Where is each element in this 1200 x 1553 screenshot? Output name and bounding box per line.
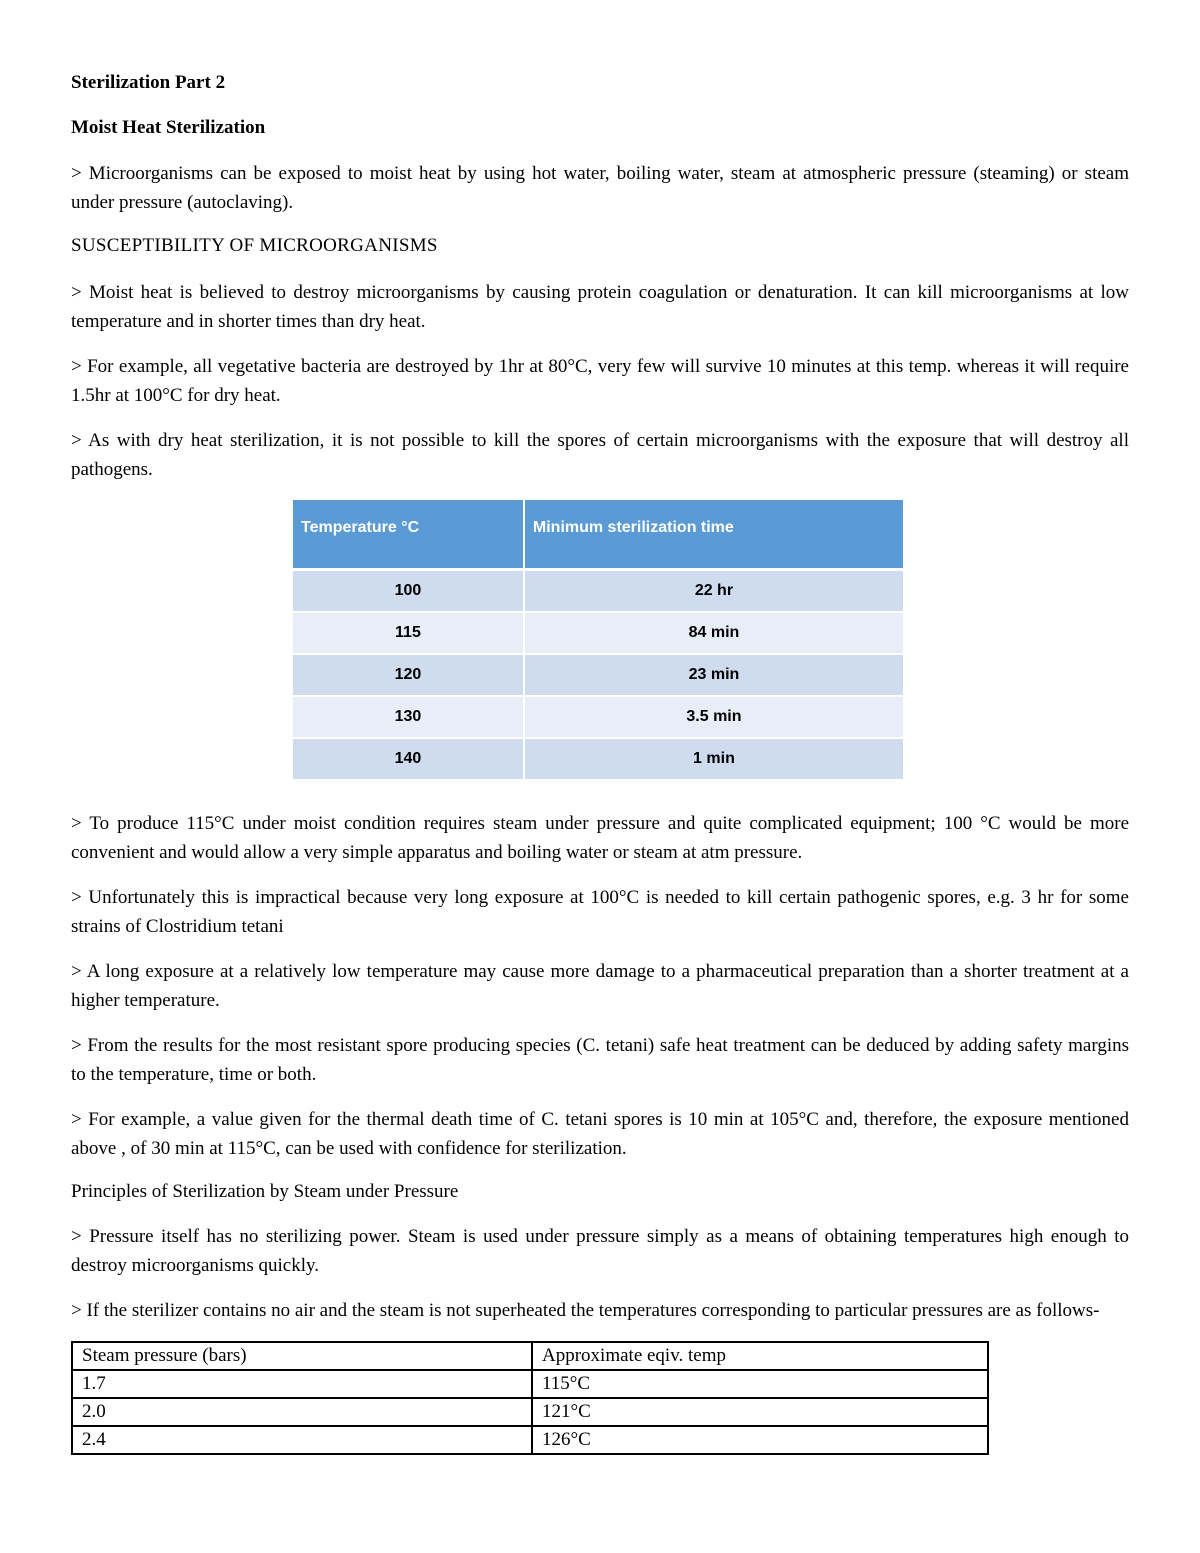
column-header-pressure: Steam pressure (bars) (72, 1342, 532, 1370)
steam-pressure-table (71, 1341, 989, 1455)
table-cell: 1 min (525, 739, 903, 781)
section-title: Moist Heat Sterilization (71, 117, 266, 138)
paragraph: > A long exposure at a relatively low temperature may cause more damage to a pharmaceutical preparation than a shorter treatment at a higher temperature. (71, 961, 1129, 1011)
table-header-row (293, 500, 903, 571)
paragraph: > Microorganisms can be exposed to moist heat by using hot water, boiling water, steam at atmospheric pressure (steaming) or steam under pressure (autoclaving). (71, 163, 1129, 213)
table-row (72, 1398, 988, 1426)
table-cell: 1.7 (72, 1370, 532, 1398)
paragraph: > As with dry heat sterilization, it is not possible to kill the spores of certain microorganisms with the exposure that will destroy all pathogens. (71, 430, 1129, 480)
column-header-min-time: Minimum sterilization time (525, 500, 903, 571)
table-cell: 3.5 min (525, 697, 903, 739)
paragraph: > From the results for the most resistant spore producing species (C. tetani) safe heat treatment can be deduced by adding safety margins to the temperature, time or both. (71, 1035, 1129, 1085)
sterilization-time-table-wrap (293, 500, 903, 781)
paragraph: > For example, a value given for the thermal death time of C. tetani spores is 10 min at 105°C and, therefore, the exposure mentioned above , of 30 min at 115°C, can be used with confidence for sterilization. (71, 1109, 1129, 1159)
table-row (72, 1370, 988, 1398)
table-cell: 22 hr (525, 571, 903, 613)
table-cell: 126°C (532, 1426, 988, 1454)
table-row (293, 613, 903, 655)
paragraph: > For example, all vegetative bacteria are destroyed by 1hr at 80°C, very few will survive 10 minutes at this temp. whereas it will require 1.5hr at 100°C for dry heat. (71, 356, 1129, 406)
paragraph: > Pressure itself has no sterilizing power. Steam is used under pressure simply as a means of obtaining temperatures high enough to destroy microorganisms quickly. (71, 1226, 1129, 1276)
table-row (293, 655, 903, 697)
table-row (293, 739, 903, 781)
table-cell: 115 (293, 613, 525, 655)
table-row (293, 697, 903, 739)
table-row (293, 571, 903, 613)
table-cell: 140 (293, 739, 525, 781)
table-cell: 23 min (525, 655, 903, 697)
table-cell: 120 (293, 655, 525, 697)
document-page (71, 70, 1129, 1455)
column-header-temperature: Temperature °C (293, 500, 525, 571)
sterilization-time-table (293, 500, 903, 781)
paragraph: > To produce 115°C under moist condition requires steam under pressure and quite complicated equipment; 100 °C would be more convenient and would allow a very simple apparatus and boiling water or steam at atm pressure. (71, 813, 1129, 863)
table-cell: 2.0 (72, 1398, 532, 1426)
paragraph: > If the sterilizer contains no air and the steam is not superheated the temperatures corresponding to particular pressures are as follows- (71, 1300, 1100, 1321)
paragraph: > Moist heat is believed to destroy microorganisms by causing protein coagulation or denaturation. It can kill microorganisms at low temperature and in shorter times than dry heat. (71, 282, 1129, 332)
susceptibility-heading: SUSCEPTIBILITY OF MICROORGANISMS (71, 235, 438, 256)
table-cell: 115°C (532, 1370, 988, 1398)
column-header-temp: Approximate eqiv. temp (532, 1342, 988, 1370)
principles-heading: Principles of Sterilization by Steam under Pressure (71, 1181, 459, 1202)
table-cell: 84 min (525, 613, 903, 655)
document-title: Sterilization Part 2 (71, 72, 226, 93)
paragraph: > Unfortunately this is impractical because very long exposure at 100°C is needed to kill certain pathogenic spores, e.g. 3 hr for some strains of Clostridium tetani (71, 887, 1129, 937)
table-cell: 2.4 (72, 1426, 532, 1454)
table-row (72, 1426, 988, 1454)
table-cell: 100 (293, 571, 525, 613)
table-cell: 130 (293, 697, 525, 739)
table-cell: 121°C (532, 1398, 988, 1426)
table-header-row (72, 1342, 988, 1370)
